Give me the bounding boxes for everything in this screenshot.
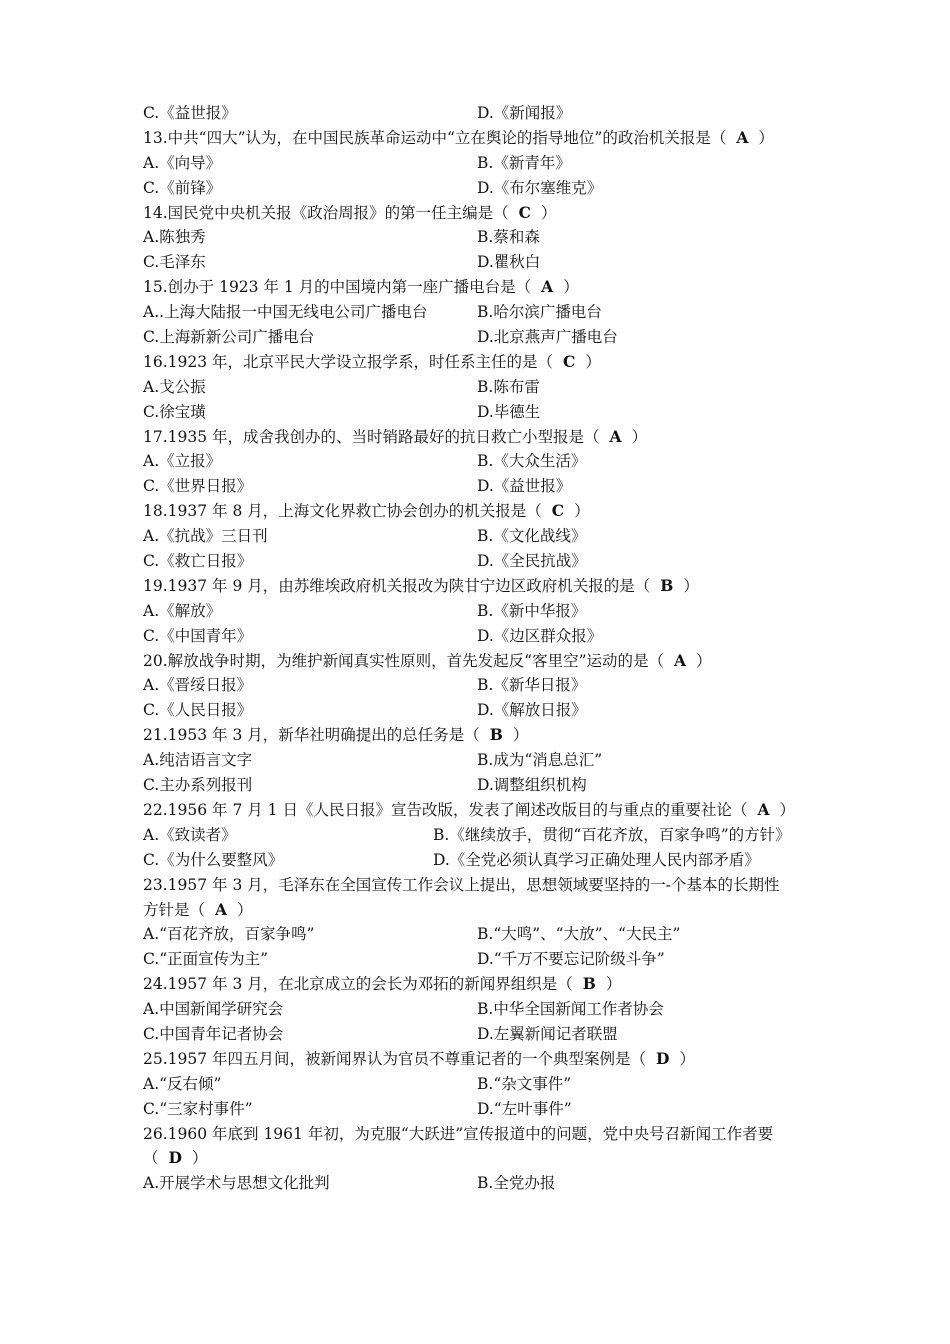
- document-content: [143, 101, 813, 1196]
- option-b: B.哈尔滨广播电台: [477, 303, 602, 322]
- option-row: [143, 151, 813, 176]
- option-c: C.“三家村事件”: [143, 1099, 253, 1118]
- answer-mark: A: [215, 899, 228, 919]
- answer-mark: B: [489, 725, 503, 745]
- option-row: [143, 997, 813, 1022]
- question-26-stem: 26.1960 年底到 1961 年初，为克服“大跃进”宣传报道中的问题，党中央号召新闻工作者要: [143, 1124, 774, 1143]
- option-row: [143, 400, 813, 425]
- option-a: A.《立报》: [143, 452, 222, 471]
- option-a: A.“百花齐放，百家争鸣”: [143, 925, 315, 944]
- answer-mark: D: [168, 1148, 182, 1168]
- question-16-stem: 16.1923 年，北京平民大学设立报学系，时任系主任的是（ C ）: [143, 350, 813, 375]
- option-c: C.毛泽东: [143, 253, 206, 272]
- option-d: D.《益世报》: [477, 477, 572, 496]
- option-b: B.成为“消息总汇”: [477, 751, 603, 770]
- option-d: D.左翼新闻记者联盟: [477, 1024, 618, 1043]
- question-17-stem: 17.1935 年，成舍我创办的、当时销路最好的抗日救亡小型报是（ A ）: [143, 425, 813, 450]
- option-c: C.主办系列报刊: [143, 776, 253, 795]
- option-a: A.《向导》: [143, 153, 222, 172]
- option-row: [143, 325, 813, 350]
- answer-mark: A: [674, 650, 687, 670]
- question-22-stem: 22.1956 年 7 月 1 日《人民日报》宣告改版，发表了阐述改版目的与重点的重要社论（ A ）: [143, 798, 813, 823]
- option-c: C.中国青年记者协会: [143, 1024, 284, 1043]
- option-a: A.中国新闻学研究会: [143, 1000, 284, 1019]
- answer-mark: C: [551, 501, 565, 521]
- option-c: C.《为什么要整风》: [143, 850, 284, 869]
- question-18-stem: 18.1937 年 8 月，上海文化界救亡协会创办的机关报是（ C ）: [143, 499, 813, 524]
- option-row: [143, 773, 813, 798]
- option-c: C.上海新新公司广播电台: [143, 328, 315, 347]
- option-a: A.《抗战》三日刊: [143, 527, 268, 546]
- option-d: D.瞿秋白: [477, 253, 541, 272]
- answer-mark: B: [582, 974, 596, 994]
- option-row: [143, 225, 813, 250]
- option-d: D.北京燕声广播电台: [477, 328, 618, 347]
- option-d: D.《全党必须认真学习正确处理人民内部矛盾》: [433, 850, 760, 869]
- option-a: A.陈独秀: [143, 228, 206, 247]
- option-c: C.《中国青年》: [143, 626, 253, 645]
- option-row: [143, 375, 813, 400]
- option-b: B.《大众生活》: [477, 452, 587, 471]
- option-a: A.《解放》: [143, 601, 222, 620]
- question-14-stem: 14.国民党中央机关报《政治周报》的第一任主编是（ C ）: [143, 201, 813, 226]
- option-a: A.开展学术与思想文化批判: [143, 1174, 330, 1193]
- option-b: B.“杂文事件”: [477, 1074, 572, 1093]
- question-24-stem: 24.1957 年 3 月，在北京成立的会长为邓拓的新闻界组织是（ B ）: [143, 972, 813, 997]
- question-23-stem: 23.1957 年 3 月，毛泽东在全国宣传工作会议上提出，思想领域要坚持的一-个基本的长期性: [143, 875, 780, 894]
- option-row: [143, 599, 813, 624]
- option-c: C.《前锋》: [143, 178, 222, 197]
- question-13-stem: 13.中共“四大”认为，在中国民族革命运动中“立在舆论的指导地位”的政治机关报是（ A ）: [143, 126, 813, 151]
- option-a: A.《致读者》: [143, 825, 237, 844]
- option-b: B.《新华日报》: [477, 676, 587, 695]
- option-row: [143, 823, 813, 848]
- option-d: D.《边区群众报》: [477, 626, 603, 645]
- option-d: D.毕德生: [477, 402, 541, 421]
- option-row: [143, 1072, 813, 1097]
- option-d: D.《全民抗战》: [477, 552, 587, 571]
- question-20-stem: 20.解放战争时期，为维护新闻真实性原则，首先发起反“客里空”运动的是（ A ）: [143, 649, 813, 674]
- option-b: B.《新青年》: [477, 153, 571, 172]
- option-row: [143, 698, 813, 723]
- answer-mark: B: [660, 575, 674, 595]
- option-c: C.《救亡日报》: [143, 552, 253, 571]
- option-row: [143, 250, 813, 275]
- option-row: [143, 300, 813, 325]
- option-row: [143, 101, 813, 126]
- answer-mark: C: [563, 351, 576, 371]
- option-row: [143, 922, 813, 947]
- option-row: [143, 449, 813, 474]
- answer-mark: A: [736, 127, 749, 147]
- option-row: [143, 1097, 813, 1122]
- option-row: [143, 748, 813, 773]
- question-21-stem: 21.1953 年 3 月，新华社明确提出的总任务是（ B ）: [143, 723, 813, 748]
- option-b: B.全党办报: [477, 1174, 556, 1193]
- question-15-stem: 15.创办于 1923 年 1 月的中国境内第一座广播电台是（ A ）: [143, 275, 813, 300]
- option-row: [143, 673, 813, 698]
- option-c: C.徐宝璜: [143, 402, 206, 421]
- option-b: B.中华全国新闻工作者协会: [477, 1000, 664, 1019]
- option-row: [143, 474, 813, 499]
- option-b: B.《继续放手，贯彻“百花齐放，百家争鸣”的方针》: [433, 825, 791, 844]
- option-row: [143, 176, 813, 201]
- option-a: A..上海大陆报一中国无线电公司广播电台: [143, 303, 428, 322]
- option-a: A.“反右倾”: [143, 1074, 222, 1093]
- option-row: [143, 1171, 813, 1196]
- option-row: [143, 624, 813, 649]
- question-19-stem: 19.1937 年 9 月，由苏维埃政府机关报改为陕甘宁边区政府机关报的是（ B ）: [143, 574, 813, 599]
- answer-mark: A: [541, 277, 554, 297]
- option-a: A.戈公振: [143, 377, 206, 396]
- answer-mark: A: [609, 426, 622, 446]
- option-b: B.陈布雷: [477, 377, 540, 396]
- answer-mark: C: [518, 202, 531, 222]
- option-d: D.《布尔塞维克》: [477, 178, 603, 197]
- option-c: C.《世界日报》: [143, 477, 253, 496]
- option-d: D.《解放日报》: [477, 701, 587, 720]
- option-row: [143, 549, 813, 574]
- answer-mark: D: [656, 1048, 670, 1068]
- option-b: B.蔡和森: [477, 228, 540, 247]
- question-26-stem-continued: （ D ）: [143, 1146, 813, 1171]
- option-row: [143, 524, 813, 549]
- question-23-stem-continued: 方针是（ A ）: [143, 898, 813, 923]
- option-d: D.“千万不要忘记阶级斗争”: [477, 950, 665, 969]
- question-25-stem: 25.1957 年四五月间，被新闻界认为官员不尊重记者的一个典型案例是（ D ）: [143, 1047, 813, 1072]
- option-row: [143, 848, 813, 873]
- option-row: [143, 1022, 813, 1047]
- option-c: C.“正面宣传为主”: [143, 950, 269, 969]
- option-b: B.《文化战线》: [477, 527, 587, 546]
- option-b: B.“大鸣”、“大放”、“大民主”: [477, 925, 681, 944]
- option-c: C.《益世报》: [143, 104, 237, 122]
- option-row: [143, 947, 813, 972]
- option-b: B.《新中华报》: [477, 601, 587, 620]
- option-d: D.调整组织机构: [477, 776, 587, 795]
- option-d: D.“左叶事件”: [477, 1099, 572, 1118]
- option-a: A.《晋绥日报》: [143, 676, 253, 695]
- option-a: A.纯洁语言文字: [143, 751, 253, 770]
- option-c: C.《人民日报》: [143, 701, 253, 720]
- option-d: D.《新闻报》: [477, 104, 572, 122]
- answer-mark: A: [757, 799, 770, 819]
